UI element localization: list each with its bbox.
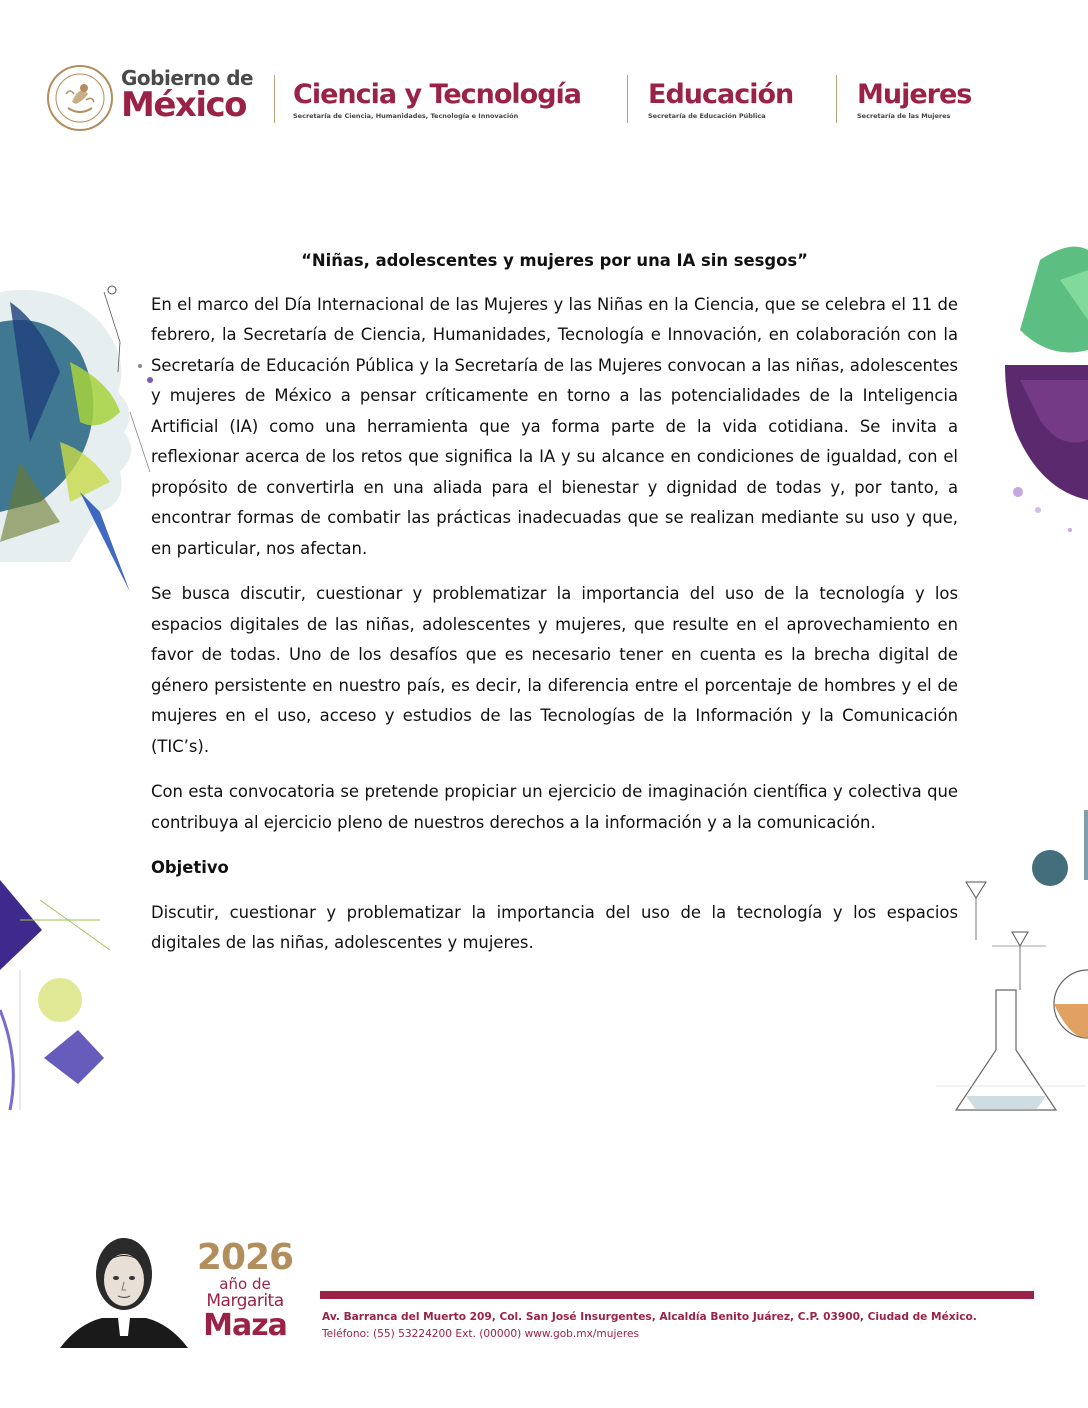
woman-profile-illustration	[0, 262, 160, 602]
header-divider	[836, 75, 837, 123]
gobierno-line2: México	[121, 85, 246, 125]
mujeres-title: Mujeres	[857, 79, 972, 110]
footer-address: Av. Barranca del Muerto 209, Col. San José Insurgentes, Alcaldía Benito Juárez, C.P. 03900, Ciudad de México.	[322, 1311, 977, 1323]
year-name-line2: Maza	[203, 1308, 287, 1343]
document-body	[151, 246, 958, 974]
year-ano-de: año de	[219, 1275, 271, 1293]
abstract-sphere-illustration	[1000, 240, 1088, 560]
gobierno-de-mexico-logo	[121, 66, 254, 125]
national-seal-icon	[46, 64, 114, 132]
educacion-title: Educación	[648, 79, 794, 110]
document-title: “Niñas, adolescentes y mujeres por una IA sin sesgos”	[301, 251, 808, 270]
mujeres-logo	[857, 79, 971, 120]
year-margarita-maza-logo	[190, 1237, 300, 1343]
objective-heading: Objetivo	[151, 858, 229, 877]
laboratory-flasks-illustration	[936, 790, 1088, 1120]
ciencia-title: Ciencia y Tecnología	[293, 79, 582, 110]
margarita-maza-portrait	[58, 1232, 190, 1350]
letterhead	[0, 0, 1088, 150]
geometric-shapes-illustration	[0, 860, 118, 1120]
year-number: 2026	[196, 1237, 294, 1278]
ciencia-tecnologia-logo	[293, 79, 581, 120]
ciencia-subtitle: Secretaría de Ciencia, Humanidades, Tecnología e Innovación	[293, 112, 519, 120]
footer-rule	[320, 1291, 1034, 1299]
gobierno-line1: Gobierno de	[121, 66, 254, 90]
header-divider	[627, 75, 628, 123]
year-name-line1: Margarita	[206, 1291, 284, 1311]
educacion-logo	[648, 79, 793, 120]
header-divider	[274, 75, 275, 123]
objective-text: Discutir, cuestionar y problematizar la importancia del uso de la tecnología y los espacios digitales de las niñas, adolescentes y mujeres.	[151, 902, 958, 952]
paragraph-call: Con esta convocatoria se pretende propiciar un ejercicio de imaginación científica y colectiva que contribuya al ejercicio pleno de nuestros derechos a la información y a la comunicación.	[151, 782, 958, 832]
footer-phone: Teléfono: (55) 53224200 Ext. (00000) www.gob.mx/mujeres	[322, 1328, 640, 1340]
paragraph-purpose: Se busca discutir, cuestionar y problematizar la importancia del uso de la tecnología y los espacios digitales de las niñas, adolescentes y mujeres, que resulte en el aprovechamiento en favor de todas. Uno de los desafíos que es necesario tener en cuenta es la brecha digital de género persistente en nuestro país, es decir, la diferencia entre el porcentaje de hombres y el de mujeres en el uso, acceso y estudios de las Tecnologías de la Información y la Comunicación (TIC’s).	[151, 584, 958, 756]
educacion-subtitle: Secretaría de Educación Pública	[648, 112, 766, 120]
paragraph-intro: En el marco del Día Internacional de las Mujeres y las Niñas en la Ciencia, que se celebra el 11 de febrero, la Secretaría de Ciencia, Humanidades, Tecnología e Innovación, en colaboración con la Secretaría de Educación Pública y la Secretaría de las Mujeres convocan a las niñas, adolescentes y mujeres de México a pensar críticamente en torno a las potencialidades de la Inteligencia Artificial (IA) como una herramienta que ya forma parte de la vida cotidiana. Se invita a reflexionar acerca de los retos que significa la IA y su alcance en condiciones de igualdad, con el propósito de convertirla en una aliada para el bienestar y dignidad de todas y, por tanto, a encontrar formas de combatir las prácticas inadecuadas que se realizan mediante su uso y que, en particular, nos afectan.	[151, 294, 958, 558]
mujeres-subtitle: Secretaría de las Mujeres	[857, 112, 951, 120]
